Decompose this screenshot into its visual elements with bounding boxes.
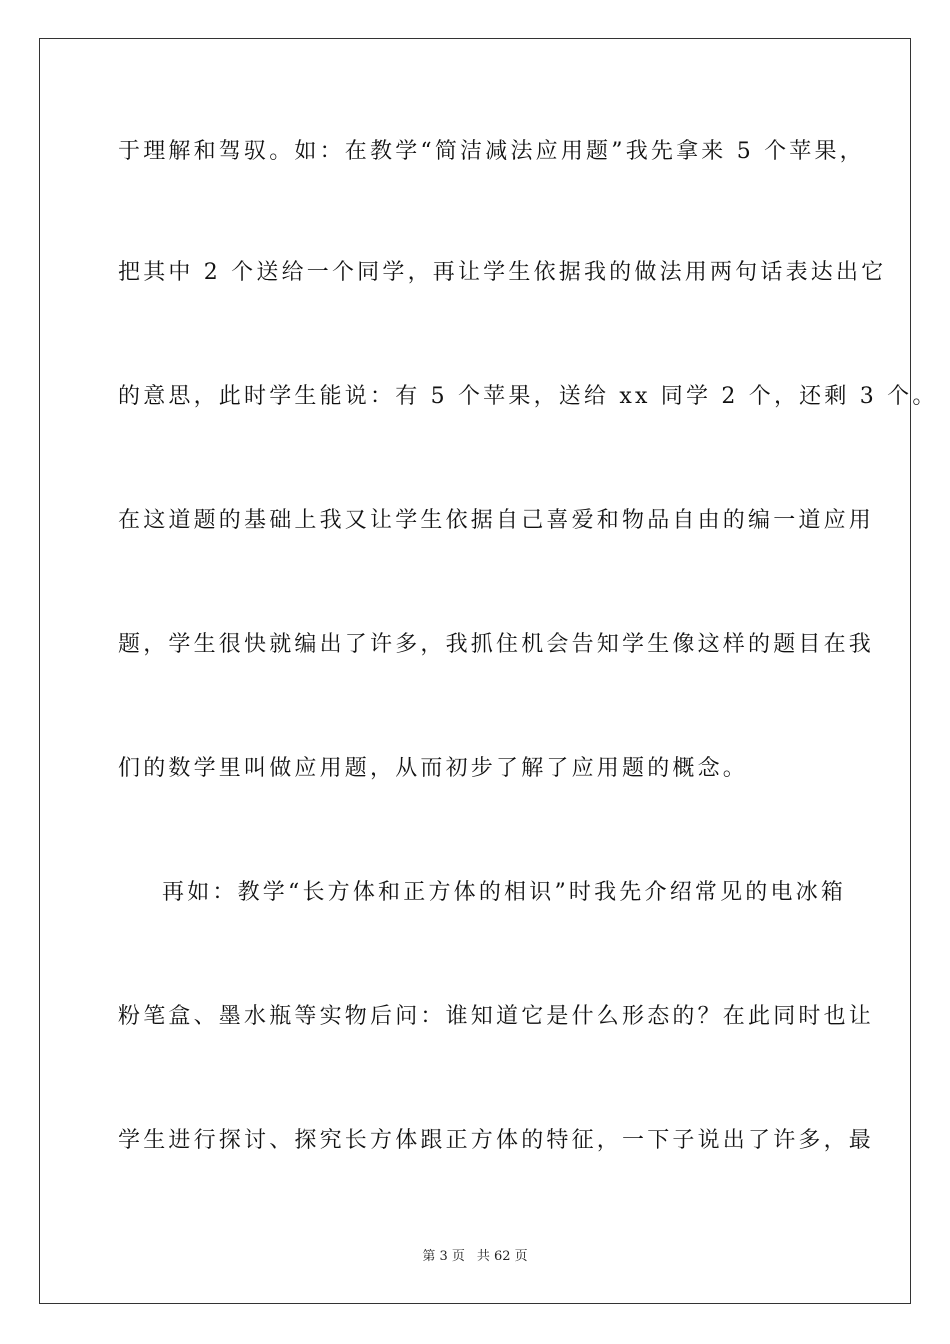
- page-number: 第 3 页: [422, 1249, 465, 1264]
- text-line-9: 学生进行探讨、探究长方体跟正方体的特征，一下子说出了许多，最: [118, 1128, 875, 1153]
- text-line-2: 把其中 2 个送给一个同学，再让学生依据我的做法用两句话表达出它: [118, 260, 887, 285]
- text-line-7: 再如：教学“长方体和正方体的相识”时我先介绍常见的电冰箱: [162, 880, 847, 905]
- page-total: 共 62 页: [476, 1249, 528, 1264]
- page-border: [39, 38, 938, 1304]
- text-line-3: 的意思，此时学生能说：有 5 个苹果，送给 xx 同学 2 个，还剩 3 个。: [118, 384, 938, 409]
- text-line-5: 题，学生很快就编出了许多，我抓住机会告知学生像这样的题目在我: [118, 632, 875, 657]
- text-line-6: 们的数学里叫做应用题，从而初步了解了应用题的概念。: [118, 756, 749, 781]
- text-line-1: 于理解和驾驭。如：在教学“简洁减法应用题”我先拿来 5 个苹果，: [118, 139, 865, 164]
- text-line-8: 粉笔盒、墨水瓶等实物后问：谁知道它是什么形态的？在此同时也让: [118, 1004, 875, 1029]
- text-line-4: 在这道题的基础上我又让学生依据自己喜爱和物品自由的编一道应用: [118, 508, 875, 533]
- page-footer: [0, 1248, 950, 1266]
